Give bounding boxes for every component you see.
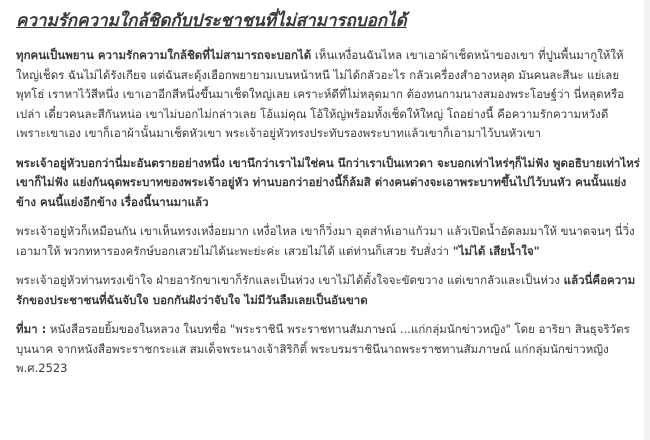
article-title: ความรักความใกล้ชิดกับประชาชนที่ไม่สามารถบอกได้ xyxy=(16,11,407,31)
paragraph-1-text: เห็นเหงื่อนฉันไหล เขาเอาผ้าเช็ดหน้าของเขา ที่ปูนพื้นมากูให้ให้ใหญ่เช็ดร ฉันไม่ได้รังเกียจ แต่ฉันสะดุ้งเฮือกพยายามเบนหน้าหนี ไม่ได้กลัวอะไร กลัวเครื่องสำอางหลุด มันคนละสีนะ แย่เลย พุทโธ่ เราหาไว้สีหนึ่ง เขาเอาอีกสีหนึ่งขึ้นมาเช็ดใหญ่เลย เคราะห์ดีที่ไม่หลุดมาก ต้องทนกามนางสมองพระโอษฐ์ว่า นี่หลุดหรือเปล่า เดี๋ยวคนละสีกันหน่อ เขาไม่บอกไม่กล่าวเลย โอ้แม่คุณ โอ้ให้ญ่พร้อมทั้งเช็ดให้ใหญ่ โถอย่างนี้ คือความรักความหวังดี เพราะเขาเอง เขาก็เอาผ้านั้นมาเช็ดหัวเขา พระเจ้าอยู่หัวทรงประทับรองพระบาทแล้วเขาก็เอามาไว้บนหัวเขา xyxy=(16,48,625,140)
paragraph-4-bold: แล้วนี่คือความรักของประชาชนที่ฉันจับใจ บอกกันฝังว่าจับใจ ไม่มีวันลืมเลยเป็นอันขาด xyxy=(16,273,636,307)
scroll-rail xyxy=(644,0,650,440)
paragraph-3-quote: "ไม่ได้ เสียน้ำใจ" xyxy=(452,243,540,258)
paragraph-1 xyxy=(16,46,640,144)
source-label: ที่มา : xyxy=(16,322,47,336)
paragraph-1-lead: ทุกคนเป็นพยาน ความรักความใกล้ชิดที่ไม่สามารถจะบอกได้ xyxy=(16,48,312,62)
paragraph-4-text: พระเจ้าอยู่หัวท่านทรงเข้าใจ ฝ่ายอารักขาเขาก็รักและเป็นห่วง เขาไม่ได้ตั้งใจจะขัดขวาง แต่เขากลัวและเป็นห่วง xyxy=(16,273,564,287)
source-text: หนังสือรอยยิ้มของในหลวง ในบทชื่อ "พระราชินี พระราชทานสัมภาษณ์ ...แก่กลุ่มนักข่าวหญิง" โดย อาริยา สินธุจริวัตร บุนนาค จากหนังสือพระราชกระแส สมเด็จพระนางเจ้าสิริกิติ์ พระบรมราชินีนาถพระราชทานสัมภาษณ์ แก่กลุ่มนักข่าวหญิง พ.ศ.2523 xyxy=(16,322,630,375)
source-paragraph xyxy=(16,320,640,379)
paragraph-3-text: พระเจ้าอยู่หัวก็เหมือนกัน เขาเห็นทรงเหงื่อยมาก เหงื่อไหล เขาก็วิ่งมา อุตส่าห์เอาแก้วมา แล้วเปิดน้ำอัดลมมาให้ ขนาดจนๆ นี่วิ่งเอามาให้ พวกทหารองครักษ์บอกเสวยไม่ได้นะพะย่ะค่ะ เสวยไม่ได้ แต่ท่านก็เสวย รับสั่งว่า xyxy=(16,224,635,258)
paragraph-3 xyxy=(16,222,640,261)
paragraph-2: พระเจ้าอยู่หัวบอกว่านี่มะอันตรายอย่างหนึ่ง เขานึกว่าเราไม่ใช่คน นึกว่าเราเป็นเทวดา จะบอกเท่าไหร่ๆก็ไม่ฟัง พูดอธิบายเท่าไหร่เขาก็ไม่ฟัง แย่งกันฉุดพระบาทของพระเจ้าอยู่หัว ท่านบอกว่าอย่างนี้ก็ล้มสิ ต่างคนต่างจะเอาพระบาทขึ้นไปไว้บนหัว คนนั้นแย่งข้าง คนนี้แย่งอีกข้าง เรื่องนี้นานมาแล้ว xyxy=(16,155,640,209)
paragraph-4 xyxy=(16,271,640,310)
